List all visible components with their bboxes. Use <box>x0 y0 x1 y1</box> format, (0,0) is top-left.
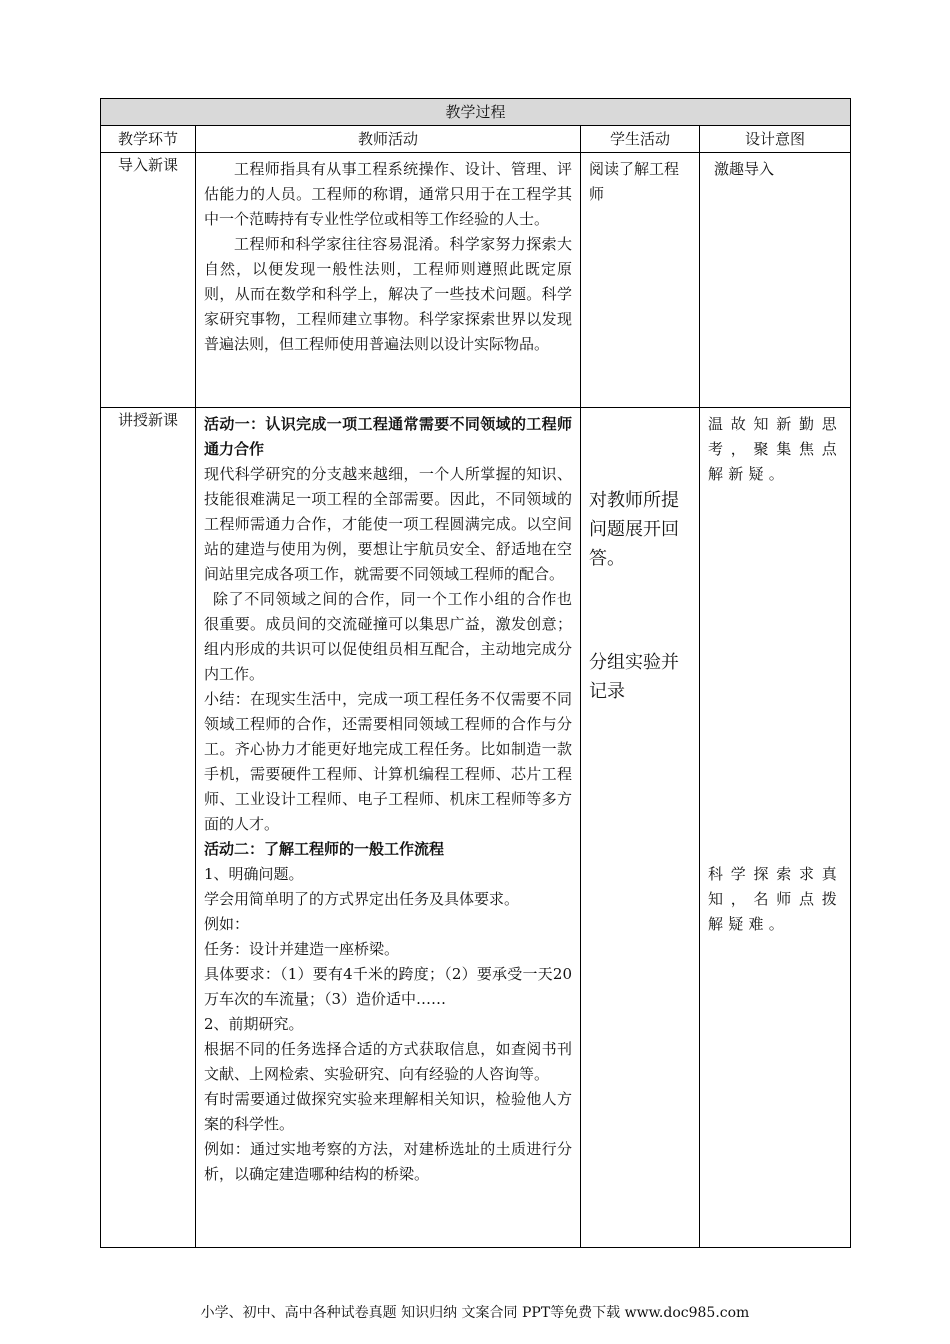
paragraph: 工程师指具有从事工程系统操作、设计、管理、评估能力的人员。工程师的称谓，通常只用于在工程学其中一个范畴持有专业性学位或相等工作经验的人士。 <box>204 160 572 228</box>
paragraph: 具体要求：（1）要有4千米的跨度；（2）要承受一天20万车次的车流量；（3）造价适中…… <box>204 965 572 1008</box>
paragraph: 学会用简单明了的方式界定出任务及具体要求。 <box>204 890 520 908</box>
student-activity-cell <box>581 408 700 1248</box>
activity-2-title: 活动二：了解工程师的一般工作流程 <box>204 840 445 858</box>
student-experiment-text: 分组实验并记录 <box>589 652 679 702</box>
table-title: 教学过程 <box>101 99 851 126</box>
header-teacher-activity: 教师活动 <box>196 126 581 153</box>
stage-cell: 讲授新课 <box>101 408 196 1248</box>
table-row <box>101 408 851 1248</box>
design-intent-cell <box>700 408 851 1248</box>
paragraph: 任务：设计并建造一座桥梁。 <box>204 940 400 958</box>
paragraph: 有时需要通过做探究实验来理解相关知识，检验他人方案的科学性。 <box>204 1090 572 1133</box>
paragraph: 例如： <box>204 915 250 933</box>
paragraph: 工程师和科学家往往容易混淆。科学家努力探索大自然，以便发现一般性法则，工程师则遵照此既定原则，从而在数学和科学上，解决了一些技术问题。科学家研究事物，工程师建立事物。科学家探索世界以发现普遍法则，但工程师使用普遍法则以设计实际物品。 <box>204 235 572 353</box>
step-heading: 1、明确问题。 <box>204 865 304 883</box>
table-row <box>101 153 851 408</box>
teaching-process-table <box>100 98 851 1248</box>
summary-paragraph: 小结：在现实生活中，完成一项工程任务不仅需要不同领域工程师的合作，还需要相同领域工程师的合作与分工。齐心协力才能更好地完成工程任务。比如制造一款手机，需要硬件工程师、计算机编程工程师、芯片工程师、工业设计工程师、电子工程师、机床工程师等多方面的人才。 <box>204 690 572 833</box>
intent-text: 科学探索求真知，名师点拨解疑难。 <box>708 865 843 933</box>
teacher-activity-cell <box>196 153 581 408</box>
student-answer-text: 对教师所提问题展开回答。 <box>589 490 679 569</box>
header-design-intent: 设计意图 <box>700 126 851 153</box>
stage-cell: 导入新课 <box>101 153 196 408</box>
header-student-activity: 学生活动 <box>581 126 700 153</box>
page-footer: 小学、初中、高中各种试卷真题 知识归纳 文案合同 PPT等免费下载 www.doc985.com <box>200 1305 750 1321</box>
paragraph: 现代科学研究的分支越来越细，一个人所掌握的知识、技能很难满足一项工程的全部需要。因此，不同领域的工程师需通力合作，才能使一项工程圆满完成。以空间站的建造与使用为例，要想让宇航员安全、舒适地在空间站里完成各项工作，就需要不同领域工程师的配合。 <box>204 465 572 583</box>
table-title-row <box>101 99 851 126</box>
teacher-activity-cell <box>196 408 581 1248</box>
step-heading: 2、前期研究。 <box>204 1015 304 1033</box>
paragraph: 除了不同领域之间的合作，同一个工作小组的合作也很重要。成员间的交流碰撞可以集思广益，激发创意；组内形成的共识可以促使组员相互配合，主动地完成分内工作。 <box>204 590 572 683</box>
student-activity-cell: 阅读了解工程师 <box>581 153 700 408</box>
paragraph: 例如：通过实地考察的方法，对建桥选址的土质进行分析，以确定建造哪种结构的桥梁。 <box>204 1140 572 1183</box>
intent-text: 温故知新勤思考，聚集焦点解新疑。 <box>708 415 843 483</box>
table-header-row <box>101 126 851 153</box>
header-stage: 教学环节 <box>101 126 196 153</box>
paragraph: 根据不同的任务选择合适的方式获取信息，如查阅书刊文献、上网检索、实验研究、向有经验的人咨询等。 <box>204 1040 572 1083</box>
design-intent-cell: 激趣导入 <box>700 153 851 408</box>
activity-1-title: 活动一：认识完成一项工程通常需要不同领域的工程师通力合作 <box>204 415 572 458</box>
